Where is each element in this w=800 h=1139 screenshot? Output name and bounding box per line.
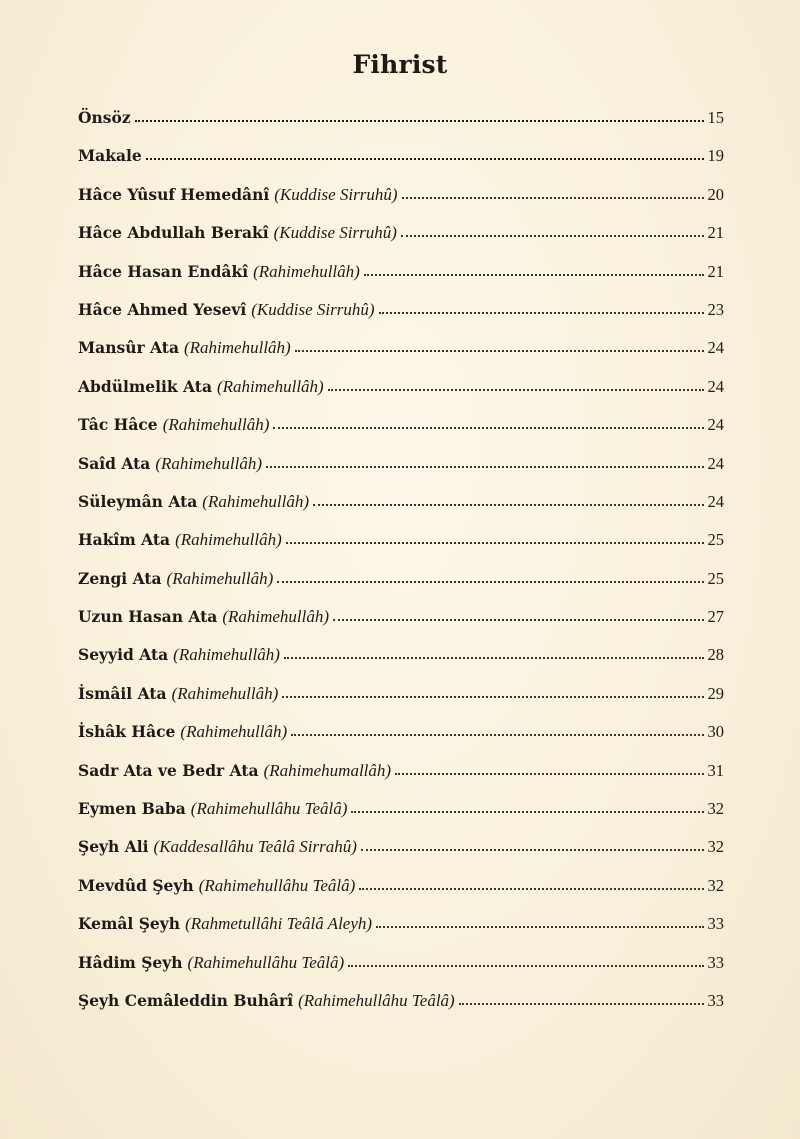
toc-entry-honorific: (Rahimehullâh) bbox=[222, 607, 330, 627]
dot-leader bbox=[348, 954, 703, 968]
dot-leader bbox=[328, 378, 704, 392]
toc-entry[interactable] bbox=[78, 794, 724, 832]
toc-entry-page-number: 24 bbox=[707, 453, 724, 473]
table-of-contents bbox=[78, 103, 724, 1024]
toc-entry-page-number: 25 bbox=[707, 568, 724, 588]
toc-entry[interactable] bbox=[78, 218, 724, 256]
toc-entry-honorific: (Rahimehullâhu Teâlâ) bbox=[198, 875, 356, 895]
toc-entry-honorific: (Rahimehullâh) bbox=[180, 722, 288, 742]
toc-entry-page-number: 20 bbox=[707, 184, 724, 204]
toc-entry[interactable] bbox=[78, 295, 724, 333]
dot-leader bbox=[379, 301, 704, 315]
toc-entry[interactable] bbox=[78, 487, 724, 525]
toc-entry-honorific: (Rahimehullâh) bbox=[253, 261, 360, 281]
toc-entry-page-number: 33 bbox=[707, 914, 724, 934]
toc-entry[interactable] bbox=[78, 333, 724, 371]
toc-entry-name: Şeyh Cemâleddin Buhârî bbox=[78, 990, 294, 1010]
dot-leader bbox=[295, 339, 704, 353]
toc-entry[interactable] bbox=[78, 372, 724, 410]
dot-leader bbox=[401, 224, 704, 238]
toc-entry-page-number: 24 bbox=[707, 376, 724, 396]
toc-entry[interactable] bbox=[78, 141, 724, 179]
dot-leader bbox=[284, 646, 704, 660]
toc-entry[interactable] bbox=[78, 410, 724, 448]
toc-entry-honorific: (Rahimehullâh) bbox=[175, 530, 282, 550]
toc-entry-name: Kemâl Şeyh bbox=[78, 914, 181, 934]
toc-entry-page-number: 25 bbox=[707, 530, 724, 550]
toc-entry-page-number: 33 bbox=[707, 990, 724, 1010]
toc-entry[interactable] bbox=[78, 756, 724, 794]
page-title: Fihrist bbox=[352, 50, 448, 79]
toc-entry-name: Zengi Ata bbox=[78, 568, 162, 588]
toc-entry-honorific: (Kuddise Sirruhû) bbox=[274, 184, 398, 204]
toc-entry-name: İshâk Hâce bbox=[78, 722, 176, 742]
toc-entry-page-number: 27 bbox=[707, 607, 724, 627]
dot-leader bbox=[277, 570, 703, 584]
toc-entry-name: Hâce Abdullah Berakî bbox=[78, 223, 269, 243]
toc-entry-page-number: 15 bbox=[707, 108, 724, 127]
toc-entry[interactable] bbox=[78, 871, 724, 909]
toc-entry[interactable] bbox=[78, 525, 724, 563]
toc-entry-name: Tâc Hâce bbox=[78, 415, 158, 435]
toc-entry-name: Saîd Ata bbox=[78, 453, 151, 473]
dot-leader bbox=[282, 685, 703, 699]
toc-entry[interactable] bbox=[78, 909, 724, 947]
dot-leader bbox=[313, 493, 704, 507]
toc-entry-name: Mevdûd Şeyh bbox=[78, 875, 194, 895]
dot-leader bbox=[266, 455, 703, 469]
toc-entry-honorific: (Rahimehullâh) bbox=[171, 683, 279, 703]
toc-entry-name: Hâce Hasan Endâkî bbox=[78, 261, 249, 281]
toc-entry-name: Eymen Baba bbox=[78, 799, 186, 819]
toc-entry-honorific: (Rahimehullâhu Teâlâ) bbox=[190, 799, 348, 819]
toc-entry-honorific: (Rahimehullâhu Teâlâ) bbox=[187, 952, 345, 972]
toc-entry[interactable] bbox=[78, 948, 724, 986]
toc-entry[interactable] bbox=[78, 180, 724, 218]
toc-entry-name: Hâce Yûsuf Hemedânî bbox=[78, 184, 270, 204]
toc-entry-honorific: (Rahmetullâhi Teâlâ Aleyh) bbox=[185, 914, 373, 934]
toc-entry-name: Süleymân Ata bbox=[78, 491, 198, 511]
toc-entry-honorific: (Rahimehullâh) bbox=[155, 453, 263, 473]
toc-entry-honorific: (Rahimehumallâh) bbox=[263, 760, 392, 780]
toc-entry-page-number: 24 bbox=[707, 338, 724, 358]
toc-entry-page-number: 28 bbox=[707, 645, 724, 665]
toc-entry[interactable] bbox=[78, 986, 724, 1024]
toc-entry-name: Mansûr Ata bbox=[78, 338, 179, 358]
toc-entry-page-number: 32 bbox=[707, 799, 724, 819]
toc-entry[interactable] bbox=[78, 679, 724, 717]
toc-entry-page-number: 19 bbox=[707, 146, 724, 166]
toc-entry-honorific: (Kuddise Sirruhû) bbox=[273, 223, 397, 243]
toc-entry-honorific: (Kuddise Sirruhû) bbox=[251, 299, 375, 319]
toc-entry-name: Hâdim Şeyh bbox=[78, 952, 183, 972]
toc-entry-page-number: 30 bbox=[707, 722, 724, 742]
toc-entry-page-number: 23 bbox=[707, 299, 724, 319]
toc-entry-name: Sadr Ata ve Bedr Ata bbox=[78, 760, 259, 780]
toc-entry-page-number: 24 bbox=[707, 491, 724, 511]
toc-entry-name: Hakîm Ata bbox=[78, 530, 171, 550]
toc-entry-honorific: (Rahimehullâh) bbox=[202, 491, 309, 511]
toc-entry[interactable] bbox=[78, 449, 724, 487]
toc-entry-name: Makale bbox=[78, 146, 142, 166]
toc-entry-name: Şeyh Ali bbox=[78, 837, 149, 857]
toc-entry-honorific: (Rahimehullâh) bbox=[217, 376, 324, 396]
toc-entry-honorific: (Kaddesallâhu Teâlâ Sirrahû) bbox=[153, 837, 357, 857]
toc-entry-page-number: 21 bbox=[707, 261, 724, 281]
toc-entry[interactable] bbox=[78, 257, 724, 295]
dot-leader bbox=[376, 915, 703, 929]
dot-leader bbox=[273, 416, 703, 430]
toc-entry-page-number: 32 bbox=[707, 837, 724, 857]
toc-entry[interactable] bbox=[78, 103, 724, 141]
dot-leader bbox=[395, 762, 703, 776]
toc-entry-page-number: 21 bbox=[707, 223, 724, 243]
dot-leader bbox=[361, 838, 704, 852]
toc-entry[interactable] bbox=[78, 640, 724, 678]
toc-entry-honorific: (Rahimehullâh) bbox=[162, 415, 270, 435]
dot-leader bbox=[351, 800, 703, 814]
toc-entry-page-number: 29 bbox=[707, 683, 724, 703]
toc-entry-name: Abdülmelik Ata bbox=[78, 376, 212, 396]
toc-entry-page-number: 33 bbox=[707, 952, 724, 972]
toc-entry-name: Önsöz bbox=[78, 108, 131, 127]
toc-entry-page-number: 31 bbox=[707, 760, 724, 780]
toc-entry-name: Uzun Hasan Ata bbox=[78, 607, 218, 627]
dot-leader bbox=[402, 186, 704, 200]
toc-entry-honorific: (Rahimehullâhu Teâlâ) bbox=[298, 990, 455, 1010]
toc-entry-name: Seyyid Ata bbox=[78, 645, 169, 665]
dot-leader bbox=[333, 608, 703, 622]
dot-leader bbox=[364, 263, 704, 277]
dot-leader bbox=[135, 109, 704, 123]
dot-leader bbox=[286, 531, 704, 545]
dot-leader bbox=[146, 147, 704, 161]
dot-leader bbox=[459, 992, 704, 1006]
toc-entry[interactable] bbox=[78, 564, 724, 602]
toc-entry-honorific: (Rahimehullâh) bbox=[184, 338, 291, 358]
dot-leader bbox=[291, 723, 703, 737]
toc-entry-name: Hâce Ahmed Yesevî bbox=[78, 299, 247, 319]
toc-entry-name: İsmâil Ata bbox=[78, 683, 167, 703]
toc-entry-honorific: (Rahimehullâh) bbox=[173, 645, 280, 665]
toc-entry-page-number: 24 bbox=[707, 415, 724, 435]
dot-leader bbox=[359, 877, 703, 891]
toc-entry[interactable] bbox=[78, 717, 724, 755]
toc-entry[interactable] bbox=[78, 832, 724, 870]
toc-entry[interactable] bbox=[78, 602, 724, 640]
toc-entry-honorific: (Rahimehullâh) bbox=[166, 568, 274, 588]
toc-entry-page-number: 32 bbox=[707, 875, 724, 895]
